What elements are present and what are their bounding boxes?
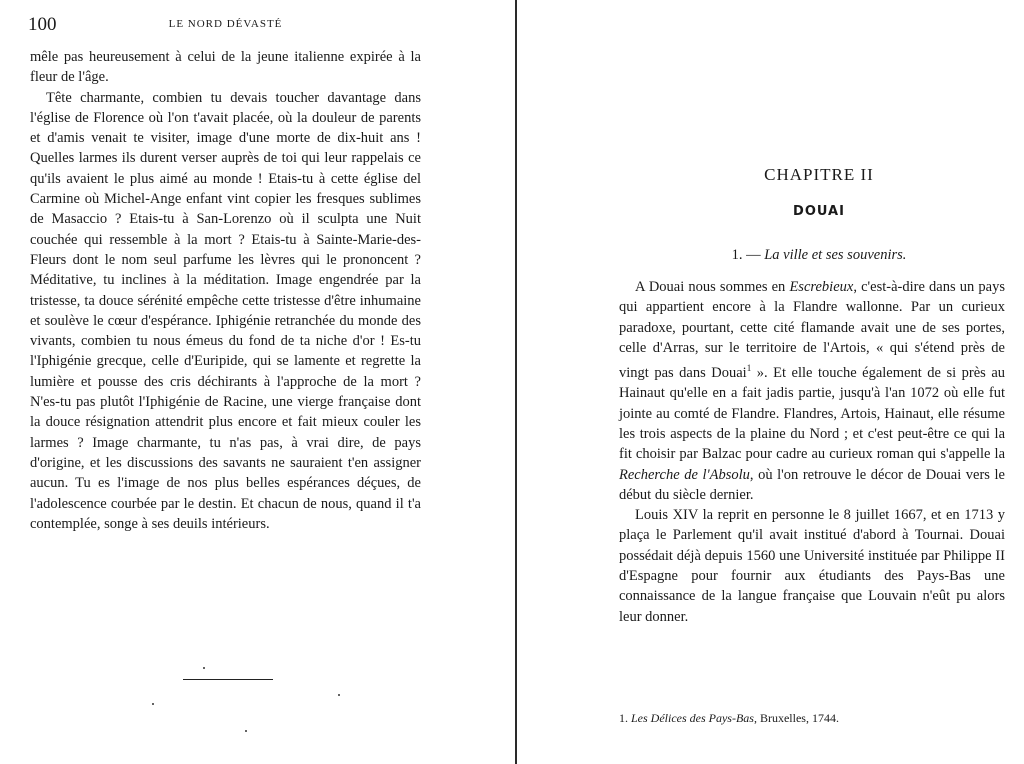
running-title: LE NORD DÉVASTÉ [168,18,283,30]
running-head [28,14,423,38]
page-number: 100 [28,14,57,35]
section-title: La ville et ses souvenirs. [764,247,907,263]
footnote-number: 1. [619,711,628,725]
chapter-subtitle: DOUAI [793,204,845,219]
footnote-rest: , Bruxelles, 1744. [753,711,839,725]
paragraph: Tête charmante, combien tu devais toucher davantage dans l'église de Florence où l'on t'avait placée, où la douleur de parents et d'amis venait te visiter, image d'une morte de dix-huit ans ! Quelles larmes ils durent verser auprès de toi qui leur rappelais ce qu'ils avaient le plus aimé au monde ! Etais-tu à cette église del Carmine où Michel-Ange enfant vint copier les fresques sublimes de Masaccio ? Etais-tu à San-Lorenzo où il sculpta une Nuit couchée qui ressemble à la mort ? Etais-tu à Sainte-Marie-des-Fleurs dont le nom seul parfume les lèvres qui le prononcent ? Méditative, tu inclines à la méditation. Image engendrée par la tristesse, ta douce sérénité empêche cette tristesse d'être inhumaine et soulève le cœur d'espérance. Iphigénie retranchée du monde des vivants, combien tu nous émeus du fond de ta niche d'or ! Es-tu l'Iphigénie grecque, celle d'Euripide, qui se lamente et regrette la lumière et pousse des cris déchirants à l'approche de la mort ? N'es-tu pas plutôt l'Iphigénie de Racine, une vierge française dont la douce résignation attendrit plus encore et fait mieux couler les larmes ? Image charmante, tu n'as pas, à vrai dire, de pays d'origine, et les discussions des savants ne sauraient t'en assigner aucun. Tu es l'image de nos plus belles espérances déçues, de l'adolescence courbée par le destin. Et chacun de nous, quand il t'a contemplée, songe à ses deuils intérieurs. [30,89,421,532]
right-page [517,0,1024,764]
section-end-rule [183,679,273,680]
print-speck [152,703,154,705]
section-number: 1. — [731,247,761,263]
print-speck [245,730,247,732]
left-body-text [30,47,421,534]
print-speck [203,667,205,669]
chapter-heading: CHAPITRE II [764,165,874,184]
paragraph: Louis XIV la reprit en personne le 8 juillet 1667, et en 1713 y plaça le Parlement qu'il avait institué d'abord à Tournai. Douai possédait déjà depuis 1560 une Université instituée par Philippe II d'Espagne pour fournir aux étudiants des Pays-Bas une connaissance de la langue française que Louvain n'eût pu alors leur donner. [619,507,1005,625]
footnote [619,711,1005,726]
right-body-text [619,277,1005,627]
footnote-ref: 1 [746,363,752,374]
paragraph: mêle pas heureusement à celui de la jeune italienne expirée à la fleur de l'âge. [30,49,421,86]
print-speck [338,694,340,696]
footnote-title: Les Délices des Pays-Bas [631,711,754,725]
section-heading [619,247,1019,264]
paragraph: A Douai nous sommes en Escrebieux, c'est-à-dire dans un pays qui appartient encore à la Flandre wallonne. Par un curieux paradoxe, pourtant, cette cité flamande avait une de ses portes, celle d'Arras, sur le territoire de l'Artois, « qui s'étend près de vingt pas dans Douai$^1$ ». Et elle touche également de si près au Hainaut qu'elle en a fait jadis partie, jusqu'à l'an 1072 où elle fut jointe au comté de Flandre. Flandres, Artois, Hainaut, elle résume les trois aspects de la plaine du Nord ; et c'est peut-être ce qui la fit choisir par Balzac pour cadre au curieux roman qui s'appelle la Recherche de l'Absolu, où l'on retrouve le décor de Douai vers le début du siècle dernier. [619,279,1006,503]
